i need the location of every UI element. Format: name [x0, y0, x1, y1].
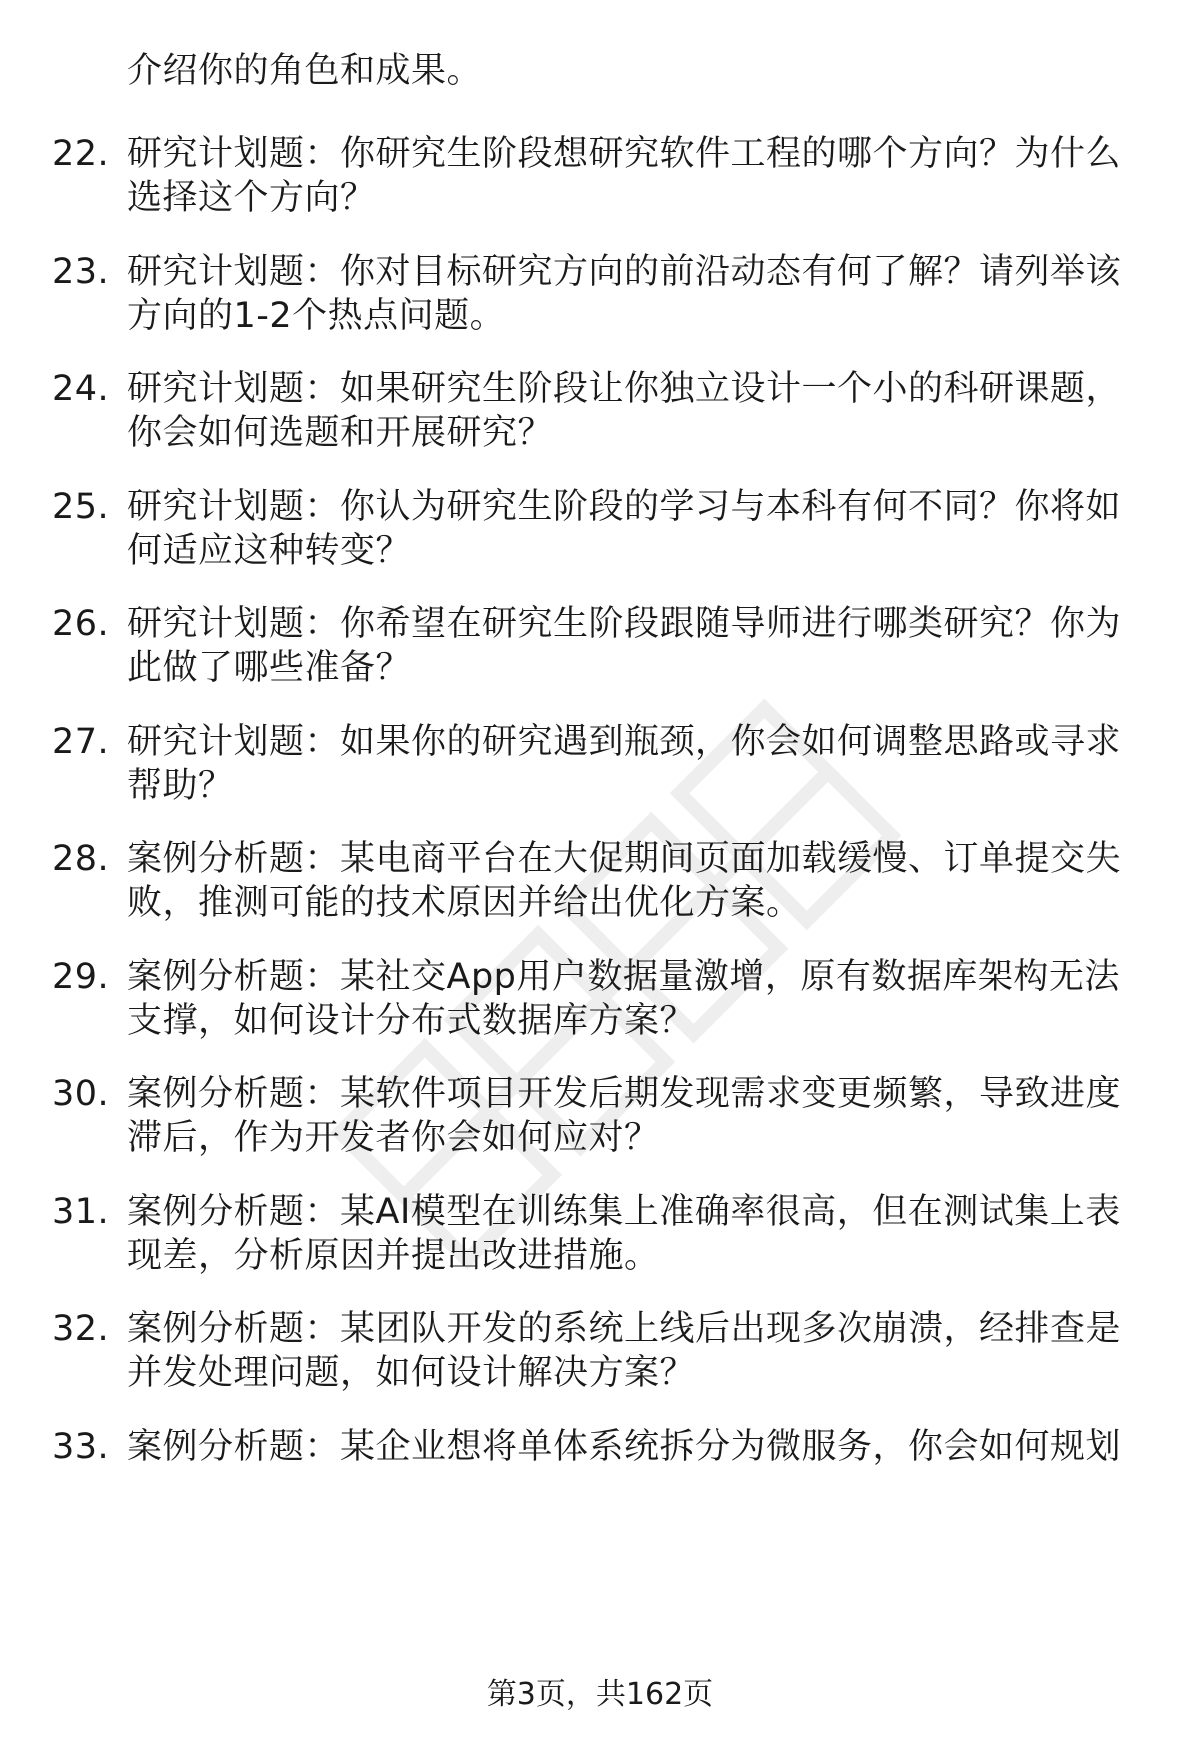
- item-text-line-1: 案例分析题：某社交App用户数据量激增，原有数据库架构无法: [127, 957, 1120, 997]
- item-text-line-2: 现差，分析原因并提出改进措施。: [127, 1236, 660, 1276]
- item-text-line-2: 你会如何选题和开展研究？: [127, 413, 554, 453]
- item-number: 31.: [52, 1192, 110, 1232]
- item-text-line-1: 案例分析题：某AI模型在训练集上准确率很高，但在测试集上表: [127, 1192, 1121, 1232]
- item-text-line-2: 方向的1-2个热点问题。: [127, 296, 506, 336]
- item-text-line-2: 选择这个方向？: [127, 178, 376, 218]
- item-text-line-2: 并发处理问题，如何设计解决方案？: [127, 1353, 696, 1393]
- item-number: 22.: [52, 134, 110, 174]
- item-text-line-2: 滞后，作为开发者你会如何应对？: [127, 1118, 660, 1158]
- item-number: 23.: [52, 252, 110, 292]
- item-text-line-2: 此做了哪些准备？: [127, 648, 412, 688]
- item-number: 24.: [52, 369, 110, 409]
- item-text-line-1: 研究计划题：你对目标研究方向的前沿动态有何了解？请列举该: [127, 252, 1122, 292]
- item-number: 25.: [52, 487, 110, 527]
- item-number: 29.: [52, 957, 110, 997]
- item-number: 30.: [52, 1074, 110, 1114]
- item-text-line-1: 案例分析题：某企业想将单体系统拆分为微服务，你会如何规划: [127, 1427, 1122, 1467]
- item-text-line-1: 研究计划题：你希望在研究生阶段跟随导师进行哪类研究？你为: [127, 604, 1122, 644]
- item-number: 27.: [52, 722, 110, 762]
- item-text-line-2: 何适应这种转变？: [127, 531, 412, 571]
- item-text-line-1: 研究计划题：你认为研究生阶段的学习与本科有何不同？你将如: [127, 487, 1122, 527]
- page-footer: 第3页，共162页: [486, 1677, 714, 1712]
- item-text-line-1: 案例分析题：某电商平台在大促期间页面加载缓慢、订单提交失: [127, 839, 1122, 879]
- item-number: 32.: [52, 1309, 110, 1349]
- item-text-line-1: 案例分析题：某软件项目开发后期发现需求变更频繁，导致进度: [127, 1074, 1122, 1114]
- item-number: 28.: [52, 839, 110, 879]
- item-text-line-1: 研究计划题：你研究生阶段想研究软件工程的哪个方向？为什么: [127, 134, 1122, 174]
- item-text-line-2: 支撑，如何设计分布式数据库方案？: [127, 1001, 696, 1041]
- item-text-line-1: 研究计划题：如果你的研究遇到瓶颈，你会如何调整思路或寻求: [127, 722, 1122, 762]
- item-text-line-1: 研究计划题：如果研究生阶段让你独立设计一个小的科研课题，: [127, 369, 1122, 409]
- item-text-line-2: 帮助？: [127, 766, 234, 806]
- item-number: 26.: [52, 604, 110, 644]
- item-text-line-1: 案例分析题：某团队开发的系统上线后出现多次崩溃，经排查是: [127, 1309, 1122, 1349]
- item-number: 33.: [52, 1427, 110, 1467]
- item-text-line-2: 败，推测可能的技术原因并给出优化方案。: [127, 883, 802, 923]
- item-21-line-2: 介绍你的角色和成果。: [127, 51, 483, 91]
